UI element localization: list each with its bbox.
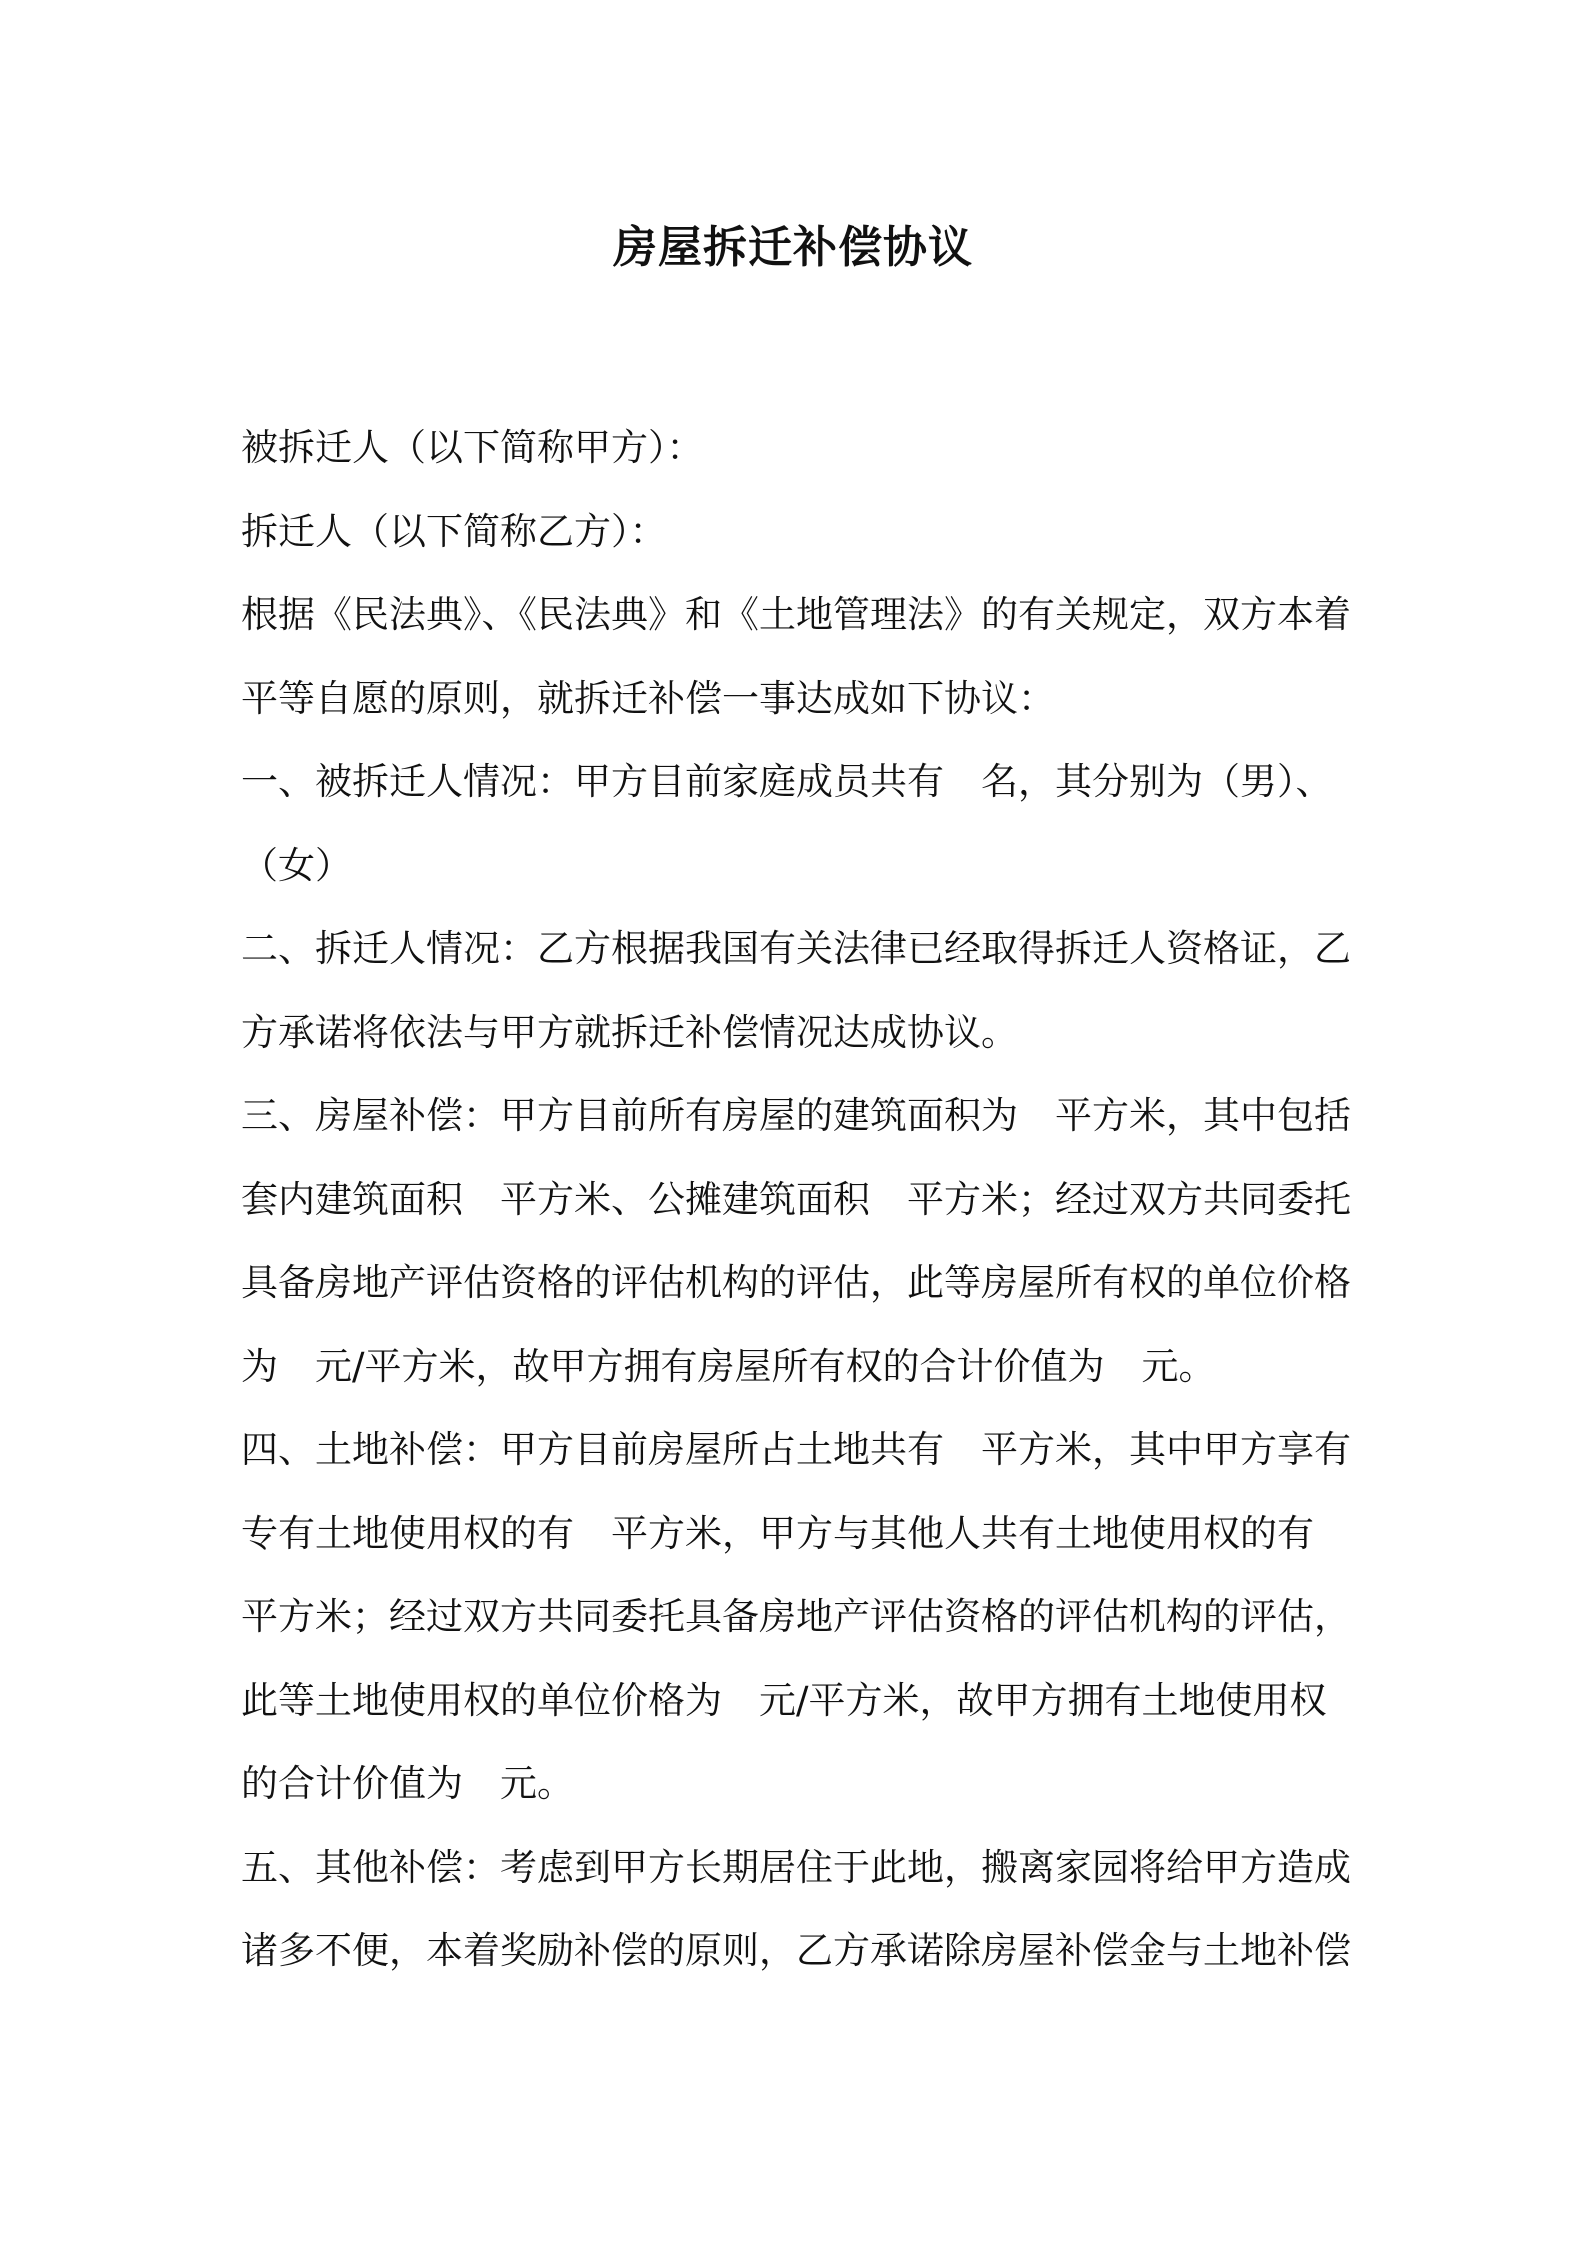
- body-line-16: 此等土地使用权的单位价格为 元/平方米，故甲方拥有土地使用权: [241, 1678, 1327, 1722]
- body-line-5: 一、被拆迁人情况：甲方目前家庭成员共有 名，其分别为（男）、: [241, 760, 1333, 803]
- body-line-12: 为 元/平方米，故甲方拥有房屋所有权的合计价值为 元。: [241, 1344, 1216, 1388]
- body-line-10: 套内建筑面积 平方米、公摊建筑面积 平方米；经过双方共同委托: [241, 1177, 1351, 1221]
- body-line-19: 诸多不便，本着奖励补偿的原则，乙方承诺除房屋补偿金与土地补偿: [241, 1929, 1351, 1972]
- body-line-3: 根据《民法典》、《民法典》和《土地管理法》的有关规定，双方本着: [241, 593, 1351, 636]
- body-line-1: 被拆迁人（以下简称甲方）：: [241, 426, 704, 469]
- body-line-6: （女）: [241, 843, 352, 887]
- body-line-18: 五、其他补偿：考虑到甲方长期居住于此地，搬离家园将给甲方造成: [241, 1845, 1351, 1889]
- body-line-15: 平方米；经过双方共同委托具备房地产评估资格的评估机构的评估，: [241, 1595, 1351, 1638]
- body-line-2: 拆迁人（以下简称乙方）：: [241, 509, 667, 553]
- body-line-8: 方承诺将依法与甲方就拆迁补偿情况达成协议。: [241, 1010, 1018, 1054]
- body-line-9: 三、房屋补偿：甲方目前所有房屋的建筑面积为 平方米，其中包括: [241, 1094, 1351, 1137]
- document-title: 房屋拆迁补偿协议: [613, 222, 973, 273]
- body-line-7: 二、拆迁人情况：乙方根据我国有关法律已经取得拆迁人资格证，乙: [241, 927, 1351, 970]
- document-body: [241, 406, 1361, 1993]
- body-line-4: 平等自愿的原则，就拆迁补偿一事达成如下协议：: [241, 676, 1055, 720]
- body-line-14: 专有土地使用权的有 平方米，甲方与其他人共有土地使用权的有: [241, 1511, 1314, 1555]
- body-line-17: 的合计价值为 元。: [241, 1762, 574, 1805]
- body-line-11: 具备房地产评估资格的评估机构的评估，此等房屋所有权的单位价格: [241, 1261, 1351, 1304]
- body-line-13: 四、土地补偿：甲方目前房屋所占土地共有 平方米，其中甲方享有: [241, 1428, 1351, 1471]
